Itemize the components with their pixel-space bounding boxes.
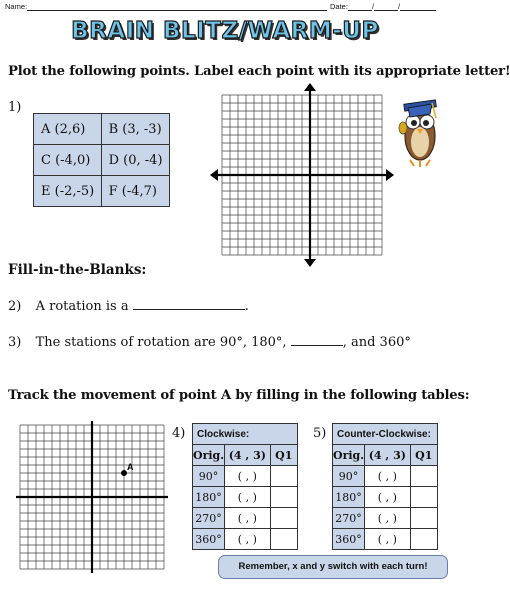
point-c: C (-4,0) (34, 145, 102, 176)
clockwise-table (192, 423, 298, 550)
angle-cell: 180° (333, 487, 365, 508)
angle-cell: 360° (333, 529, 365, 550)
date-day-line[interactable] (371, 2, 401, 11)
name-field[interactable] (5, 2, 327, 11)
date-year-line[interactable] (400, 3, 436, 11)
date-sep: / (398, 2, 401, 11)
rotation-station-blank[interactable] (291, 333, 343, 346)
angle-cell: 270° (193, 508, 225, 529)
clockwise-title: Clockwise: (193, 424, 298, 445)
quadrant-input[interactable] (270, 487, 297, 508)
quadrant-input[interactable] (410, 466, 437, 487)
question-2-text: A rotation is a (35, 299, 129, 314)
coordinate-grid-small[interactable] (12, 416, 172, 588)
question-2 (8, 297, 249, 314)
counter-clockwise-title: Counter-Clockwise: (333, 424, 438, 445)
col-coord: (4 , 3) (365, 445, 411, 466)
page-title: BRAIN BLITZ/WARM-UP (71, 18, 379, 44)
coord-input[interactable]: ( , ) (225, 529, 271, 550)
arrow-down-icon (304, 259, 316, 267)
question-number-2: 2) (8, 299, 22, 314)
date-field[interactable] (330, 2, 436, 11)
question-3 (8, 333, 411, 350)
angle-cell: 90° (333, 466, 365, 487)
question-3-text-end: , and 360° (342, 335, 411, 350)
counter-clockwise-table (332, 423, 438, 550)
quadrant-input[interactable] (410, 508, 437, 529)
instruction-plot: Plot the following points. Label each point with its appropriate letter! (8, 64, 510, 79)
question-number-4: 4) (172, 426, 186, 441)
angle-cell: 180° (193, 487, 225, 508)
coord-input[interactable]: ( , ) (365, 487, 411, 508)
coord-input[interactable]: ( , ) (225, 487, 271, 508)
col-quadrant: Q1 (410, 445, 437, 466)
date-month-line[interactable] (348, 2, 375, 11)
question-number-1: 1) (8, 100, 22, 115)
point-e: E (-2,-5) (34, 176, 102, 207)
points-table (33, 113, 170, 207)
instruction-track: Track the movement of point A by filling in the following tables: (8, 388, 470, 403)
col-quadrant: Q1 (270, 445, 297, 466)
coordinate-grid-large[interactable] (205, 82, 387, 272)
point-a-label: A (127, 462, 134, 472)
coord-input[interactable]: ( , ) (365, 508, 411, 529)
name-label: Name: (5, 2, 28, 11)
quadrant-input[interactable] (270, 508, 297, 529)
quadrant-input[interactable] (270, 529, 297, 550)
col-orig: Orig. (193, 445, 225, 466)
quadrant-input[interactable] (410, 487, 437, 508)
date-label: Date: (330, 2, 348, 11)
coord-input[interactable]: ( , ) (225, 466, 271, 487)
col-orig: Orig. (333, 445, 365, 466)
coord-input[interactable]: ( , ) (365, 529, 411, 550)
rotation-definition-blank[interactable] (133, 297, 245, 310)
question-number-3: 3) (8, 335, 22, 350)
question-number-5: 5) (313, 426, 327, 441)
arrow-left-icon (210, 169, 218, 181)
question-2-period: . (244, 299, 249, 314)
quadrant-input[interactable] (270, 466, 297, 487)
fill-blanks-heading: Fill-in-the-Blanks: (8, 262, 147, 278)
arrow-right-icon (386, 169, 394, 181)
quadrant-input[interactable] (410, 529, 437, 550)
question-3-text: The stations of rotation are 90°, 180°, (35, 335, 287, 350)
angle-cell: 90° (193, 466, 225, 487)
name-line[interactable] (27, 3, 327, 11)
coord-input[interactable]: ( , ) (225, 508, 271, 529)
angle-cell: 270° (333, 508, 365, 529)
point-a: A (2,6) (34, 114, 102, 145)
col-coord: (4 , 3) (225, 445, 271, 466)
date-sep: / (371, 2, 375, 11)
point-f: F (-4,7) (101, 176, 169, 207)
arrow-up-icon (304, 83, 316, 91)
owl-mascot-icon (396, 84, 444, 174)
angle-cell: 360° (193, 529, 225, 550)
reminder-callout: Remember, x and y switch with each turn! (218, 555, 448, 579)
point-d: D (0, -4) (101, 145, 169, 176)
point-b: B (3, -3) (101, 114, 169, 145)
coord-input[interactable]: ( , ) (365, 466, 411, 487)
